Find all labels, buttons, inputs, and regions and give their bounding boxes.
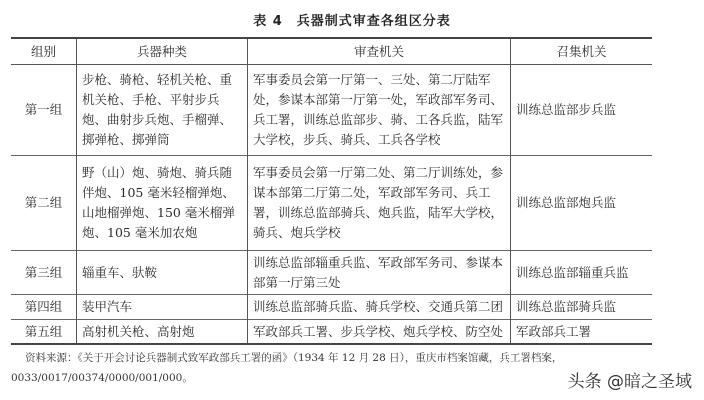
table-row bbox=[11, 251, 652, 295]
header-review-agency: 审查机关 bbox=[248, 38, 511, 65]
cell-convening-agency: 训练总监部步兵监 bbox=[511, 65, 653, 156]
weapons-review-table bbox=[11, 37, 652, 345]
cell-group: 第一组 bbox=[11, 65, 77, 156]
source-note: 资料来源：《关于开会讨论兵器制式致军政部兵工署的函》（1934 年 12 月 28 日），重庆市档案馆藏，兵工署档案，0033/0017/00374/0000/001/000。 bbox=[11, 352, 563, 384]
cell-review-agency: 军事委员会第一厅第一、三处、第二厅陆军处，参谋本部第一厅第一处，军政部军务司、兵工署，训练总监部步、骑、工各兵监，陆军大学校，步兵、骑兵、工兵各学校 bbox=[248, 65, 511, 156]
table-row bbox=[11, 320, 652, 345]
cell-convening-agency: 军政部兵工署 bbox=[511, 320, 653, 345]
cell-weapons: 野（山）炮、骑炮、骑兵随伴炮、105 毫米轻榴弹炮、山地榴弹炮、150 毫米榴弹炮、105 毫米加农炮 bbox=[77, 156, 248, 251]
table-number: 表 4 bbox=[253, 14, 283, 29]
cell-convening-agency: 训练总监部辎重兵监 bbox=[511, 251, 653, 295]
header-convening-agency: 召集机关 bbox=[511, 38, 653, 65]
cell-weapons: 辎重车、驮鞍 bbox=[77, 251, 248, 295]
cell-review-agency: 军事委员会第一厅第二处、第二厅训练处，参谋本部第二厅第二处，军政部军务司、兵工署，训练总监部骑兵、炮兵监，陆军大学校，骑兵、炮兵学校 bbox=[248, 156, 511, 251]
cell-review-agency: 训练总监部骑兵监、骑兵学校、交通兵第二团 bbox=[248, 295, 511, 320]
table-row bbox=[11, 65, 652, 156]
cell-group: 第五组 bbox=[11, 320, 77, 345]
table-title: 兵器制式审查各组区分表 bbox=[296, 14, 451, 29]
table-caption bbox=[0, 10, 704, 29]
table-row bbox=[11, 295, 652, 320]
cell-group: 第三组 bbox=[11, 251, 77, 295]
header-group: 组别 bbox=[11, 38, 77, 65]
cell-group: 第四组 bbox=[11, 295, 77, 320]
cell-weapons: 步枪、骑枪、轻机关枪、重机关枪、手枪、平射步兵炮、曲射步兵炮、手榴弹、掷弹枪、掷弹筒 bbox=[77, 65, 248, 156]
cell-group: 第二组 bbox=[11, 156, 77, 251]
cell-weapons: 高射机关枪、高射炮 bbox=[77, 320, 248, 345]
cell-review-agency: 军政部兵工署、步兵学校、炮兵学校、防空处 bbox=[248, 320, 511, 345]
cell-review-agency: 训练总监部辎重兵监、军政部军务司、参谋本部第一厅第三处 bbox=[248, 251, 511, 295]
cell-convening-agency: 训练总监部骑兵监 bbox=[511, 295, 653, 320]
table-row bbox=[11, 156, 652, 251]
cell-weapons: 装甲汽车 bbox=[77, 295, 248, 320]
cell-convening-agency: 训练总监部炮兵监 bbox=[511, 156, 653, 251]
header-weapons: 兵器种类 bbox=[77, 38, 248, 65]
watermark: 头条 @暗之圣域 bbox=[567, 372, 692, 392]
table-header-row bbox=[11, 38, 652, 65]
